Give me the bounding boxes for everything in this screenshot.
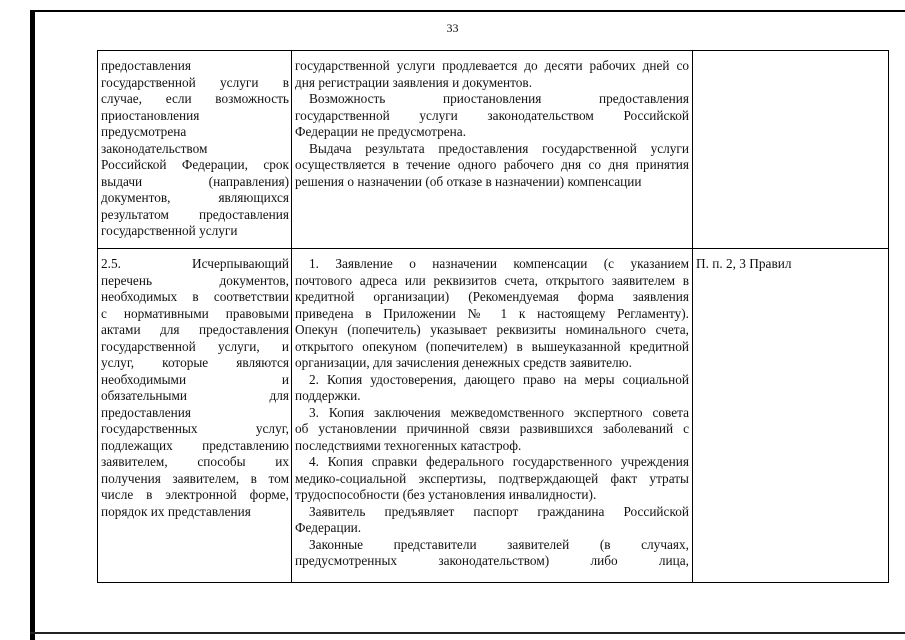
cell-text-line: 3. Копия заключения межведомственного экспертного совета — [309, 404, 689, 420]
cell-text-line: П. п. 2, 3 Правил — [696, 256, 792, 271]
cell-text-line: предоставления — [101, 404, 192, 420]
cell-text-line: приостановления — [101, 107, 200, 123]
cell-text-line: Российской Федерации, срок — [101, 157, 289, 172]
cell-text-line: перечень документов, — [101, 272, 289, 288]
cell-text-line: выдачи (направления) — [101, 173, 289, 189]
cell-text-line: Опекун (попечитель) указывает реквизиты номинального счета, — [295, 322, 689, 337]
table-border-right — [888, 50, 889, 583]
cell-text-line: государственной услуги продлевается до десяти рабочих дней со — [295, 58, 689, 73]
cell-text-line: дня регистрации заявления и документов. — [295, 74, 533, 90]
scan-border-top — [30, 10, 905, 12]
cell-text-line: предусмотренных законодательством) либо лица, — [295, 553, 689, 568]
cell-text-line: открытого опекуном (попечителем) в вышеуказанной кредитной — [295, 338, 689, 354]
table-border-top — [97, 50, 889, 51]
cell-text-line: Федерации. — [295, 520, 362, 535]
cell-text-line: почтового адреса или реквизитов счета, открытого заявителем в — [295, 272, 689, 288]
cell-text-line: результатом предоставления — [101, 206, 289, 222]
cell-text-line: получения заявителем, в том — [101, 470, 289, 486]
cell-text-line: числе в электронной форме, — [101, 487, 289, 502]
cell-text-line: Заявитель предъявляет паспорт гражданина Российской — [309, 503, 689, 519]
cell-text-line: государственной услуги законодательством Российской — [295, 107, 689, 123]
cell-text-line: государственной услуги, и — [101, 338, 289, 354]
cell-text-line: Законные представители заявителей (в случаях, — [309, 536, 689, 552]
cell-text-line: осуществляется в течение одного рабочего дня со дня принятия — [295, 157, 689, 172]
cell-text-line: 4. Копия справки федерального государственного учреждения — [309, 454, 689, 469]
cell-text-line: услуг, которые являются — [101, 355, 289, 370]
cell-text-line: случае, если возможность — [101, 91, 289, 106]
cell-text-line: предусмотрена — [101, 124, 187, 139]
page-number: 33 — [446, 21, 459, 35]
column-divider — [692, 50, 693, 583]
cell-text-line: с нормативными правовыми — [101, 305, 289, 321]
cell-text-line: необходимыми и — [101, 371, 289, 387]
cell-text-line: государственных услуг, — [101, 421, 289, 436]
row1-content-cell — [295, 58, 689, 190]
cell-text-line: кредитной организации) (Рекомендуемая форма заявления — [295, 289, 689, 304]
cell-text-line: 2.5. Исчерпывающий — [101, 256, 289, 271]
table-border-left — [97, 50, 98, 583]
table-border-bottom — [97, 582, 889, 583]
cell-text-line: 2. Копия удостоверения, дающего право на меры социальной — [309, 371, 689, 387]
row-divider — [97, 248, 889, 249]
row2-content-cell — [295, 256, 689, 570]
cell-text-line: документов, являющихся — [101, 190, 289, 205]
cell-text-line: государственной услуги — [101, 223, 238, 238]
column-divider — [291, 50, 292, 583]
regulation-table — [97, 50, 889, 583]
cell-text-line: обязательными для — [101, 388, 289, 403]
row2-criterion-cell — [101, 256, 289, 520]
cell-text-line: 1. Заявление о назначении компенсации (с указанием — [309, 256, 689, 271]
cell-text-line: трудоспособности (без установления инвалидности). — [295, 487, 597, 502]
cell-text-line: порядок их представления — [101, 503, 251, 519]
cell-text-line: законодательством — [101, 140, 208, 156]
row2-legal-basis-cell — [696, 256, 884, 273]
row1-criterion-cell — [101, 58, 289, 240]
scan-border-bottom — [30, 632, 905, 634]
cell-text-line: Федерации не предусмотрена. — [295, 124, 467, 139]
cell-text-line: последствиями техногенных катастроф. — [295, 437, 522, 453]
cell-text-line: поддержки. — [295, 388, 361, 403]
cell-text-line: Возможность приостановления предоставления — [309, 91, 689, 106]
cell-text-line: Выдача результата предоставления государственной услуги — [309, 140, 689, 156]
scan-border-left — [30, 10, 35, 640]
cell-text-line: необходимых в соответствии — [101, 289, 289, 304]
cell-text-line: актами для предоставления — [101, 322, 289, 337]
cell-text-line: приведена в Приложении № 1 к настоящему Регламенту). — [295, 305, 689, 321]
cell-text-line: организации, для зачисления денежных средств заявителю. — [295, 355, 632, 370]
cell-text-line: государственной услуги в — [101, 74, 289, 90]
cell-text-line: подлежащих представлению — [101, 437, 289, 453]
cell-text-line: заявителем, способы их — [101, 454, 289, 469]
cell-text-line: предоставления — [101, 58, 192, 73]
cell-text-line: решения о назначении (об отказе в назначении) компенсации — [295, 173, 642, 189]
cell-text-line: медико-социальной экспертизы, подтверждающей факт утраты — [295, 470, 689, 486]
cell-text-line: об установлении причинной связи развившихся заболеваний с — [295, 421, 689, 436]
